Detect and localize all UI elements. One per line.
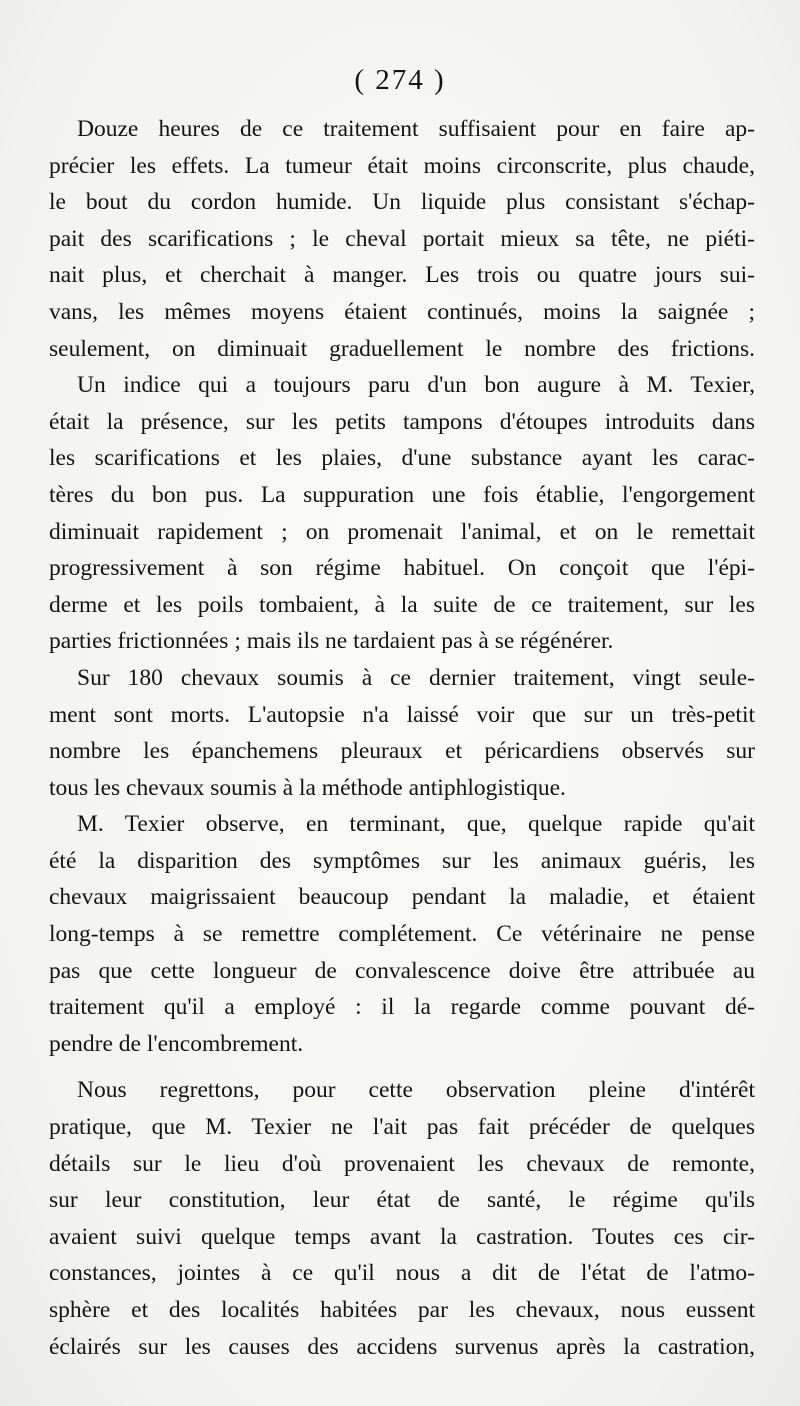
text-line: sphère et des localités habitées par les chevaux, nous eussent (49, 1297, 755, 1323)
text-line: pait des scarifications ; le cheval portait mieux sa tête, ne piéti- (49, 225, 755, 252)
paragraph-2 (49, 367, 755, 660)
text-line: chevaux maigrissaient beaucoup pendant la maladie, et étaient (49, 884, 755, 911)
text-line: constances, jointes à ce qu'il nous a dit de l'état de l'atmo- (49, 1260, 755, 1287)
text-line: avaient suivi quelque temps avant la castration. Toutes ces cir- (49, 1223, 755, 1250)
text-line: détails sur le lieu d'où provenaient les chevaux de remonte, (49, 1150, 755, 1177)
text-line: nombre les épanchemens pleuraux et péricardiens observés sur (49, 738, 755, 765)
text-line: diminuait rapidement ; on promenait l'animal, et on le remettait (49, 518, 755, 545)
text-line: ment sont morts. L'autopsie n'a laissé voir que sur un très-petit (49, 701, 755, 728)
page-number: ( 274 ) (354, 64, 446, 96)
body-text (49, 111, 755, 1365)
text-line: pendre de l'encombrement. (49, 1030, 304, 1057)
text-line: long-temps à se remettre complétement. Ce vétérinaire ne pense (49, 921, 755, 948)
text-line: précier les effets. La tumeur était moins circonscrite, plus chaude, (49, 152, 755, 179)
text-line: parties frictionnées ; mais ils ne tardaient pas à se régénérer. (49, 628, 614, 655)
text-line: derme et les poils tombaient, à la suite de ce traitement, sur les (49, 591, 755, 618)
text-line: les scarifications et les plaies, d'une substance ayant les carac- (49, 445, 755, 472)
text-line: était la présence, sur les petits tampons d'étoupes introduits dans (49, 408, 755, 435)
text-line: seulement, on diminuait graduellement le nombre des frictions. (49, 335, 755, 362)
text-line: progressivement à son régime habituel. On conçoit que l'épi- (49, 555, 755, 582)
paragraph-5 (49, 1072, 755, 1365)
text-line: éclairés sur les causes des accidens survenus après la castration, (49, 1333, 755, 1360)
paragraph-1 (49, 111, 755, 367)
text-line: tères du bon pus. La suppuration une fois établie, l'engorgement (49, 481, 755, 508)
paragraph-spacer (49, 1062, 755, 1072)
text-line: vans, les mêmes moyens étaient continués, moins la saignée ; (49, 298, 755, 325)
text-line: Nous regrettons, pour cette observation pleine d'intérêt (77, 1077, 755, 1104)
text-line: Douze heures de ce traitement suffisaient pour en faire ap- (77, 116, 755, 142)
text-line: pratique, que M. Texier ne l'ait pas fait précéder de quelques (49, 1114, 755, 1141)
text-line: été la disparition des symptômes sur les animaux guéris, les (49, 847, 755, 874)
text-line: Sur 180 chevaux soumis à ce dernier traitement, vingt seule- (77, 664, 755, 691)
text-line: sur leur constitution, leur état de santé, le régime qu'ils (49, 1187, 755, 1214)
text-line: nait plus, et cherchait à manger. Les trois ou quatre jours sui- (49, 262, 755, 289)
text-line: tous les chevaux soumis à la méthode antiphlogistique. (49, 774, 566, 801)
text-line: le bout du cordon humide. Un liquide plus consistant s'échap- (49, 189, 755, 216)
text-line: M. Texier observe, en terminant, que, quelque rapide qu'ait (77, 811, 755, 838)
paragraph-3 (49, 660, 755, 806)
text-line: pas que cette longueur de convalescence doive être attribuée au (49, 957, 755, 984)
paragraph-4 (49, 806, 755, 1062)
text-line: Un indice qui a toujours paru d'un bon augure à M. Texier, (77, 372, 755, 399)
text-line: traitement qu'il a employé : il la regarde comme pouvant dé- (49, 994, 755, 1021)
